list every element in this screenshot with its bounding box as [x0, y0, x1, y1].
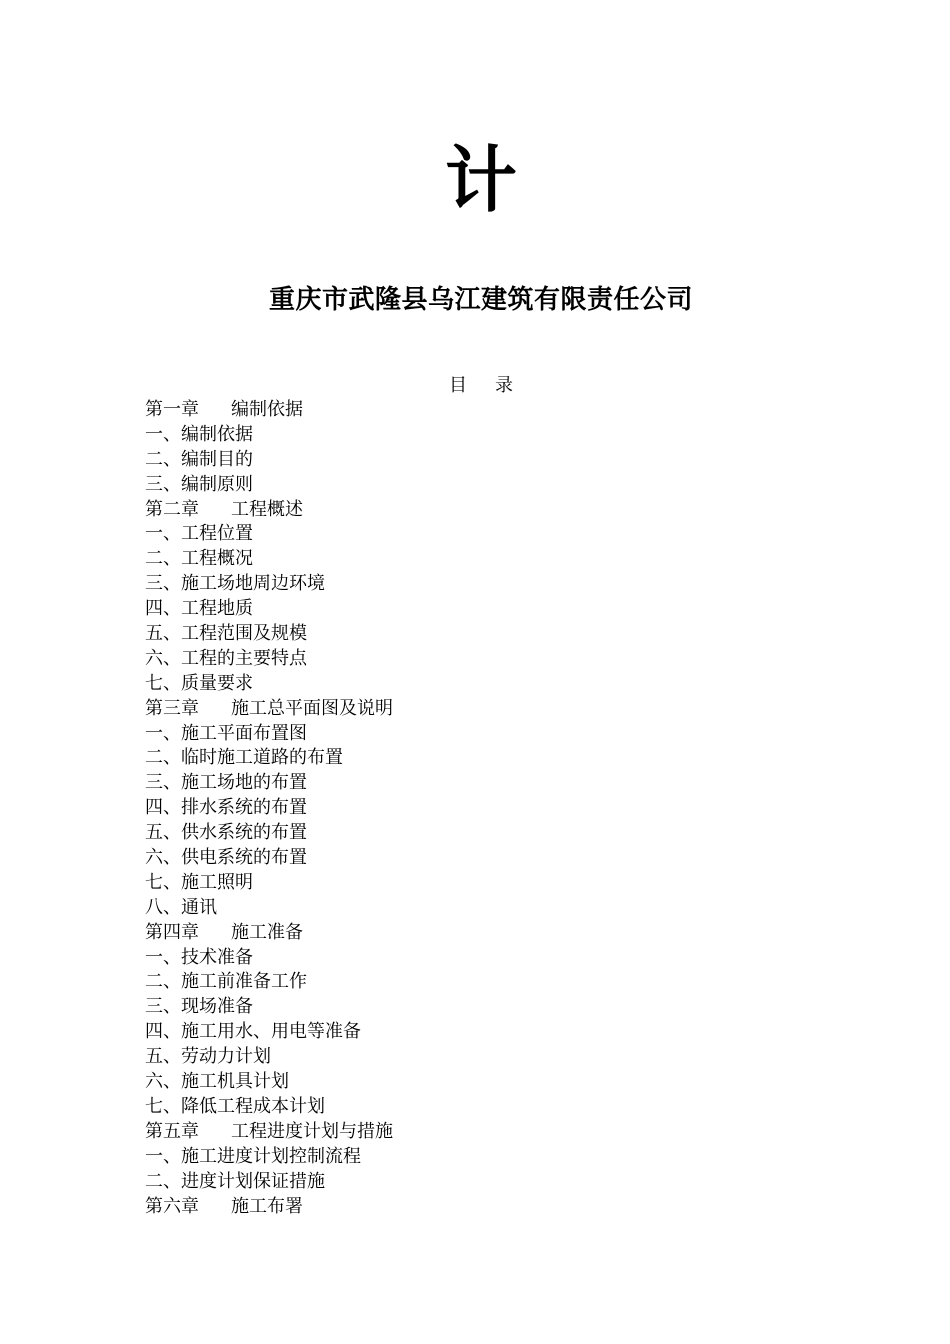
toc-entry-text: 施工准备	[231, 921, 303, 943]
document-title-char: 计	[444, 138, 517, 222]
toc-section-entry	[145, 448, 393, 473]
toc-entry-text: 一、工程位置	[145, 523, 253, 545]
toc-chapter-entry	[145, 697, 393, 722]
company-name: 重庆市武隆县乌江建筑有限责任公司	[268, 285, 693, 315]
toc-section-entry	[145, 1170, 393, 1195]
toc-section-entry	[145, 672, 393, 697]
toc-entry-text: 二、施工前准备工作	[145, 971, 307, 993]
toc-chapter-number: 第一章	[145, 399, 199, 420]
toc-chapter-number: 第五章	[145, 1120, 199, 1142]
toc-section-entry	[145, 995, 393, 1020]
toc-entry-text: 三、施工场地周边环境	[145, 573, 325, 595]
toc-heading-right: 录	[495, 375, 513, 396]
toc-section-entry	[145, 722, 393, 747]
toc-entry-text: 三、现场准备	[145, 996, 253, 1018]
toc-entry-text: 六、供电系统的布置	[145, 847, 307, 869]
toc-section-entry	[145, 896, 393, 921]
toc-entry-text: 八、通讯	[145, 896, 217, 918]
toc-entry-text: 六、施工机具计划	[145, 1071, 289, 1093]
toc-section-entry	[145, 647, 393, 672]
toc-entry-text: 七、降低工程成本计划	[145, 1095, 325, 1117]
table-of-contents	[145, 398, 393, 1219]
toc-entry-text: 一、施工进度计划控制流程	[145, 1145, 361, 1167]
toc-chapter-number: 第六章	[145, 1195, 199, 1217]
toc-entry-text: 五、工程范围及规模	[145, 623, 307, 645]
toc-section-entry	[145, 946, 393, 971]
toc-entry-text: 七、施工照明	[145, 871, 253, 893]
toc-entry-text: 施工总平面图及说明	[231, 697, 393, 719]
toc-entry-text: 工程进度计划与措施	[231, 1120, 393, 1142]
toc-section-entry	[145, 746, 393, 771]
toc-entry-text: 二、进度计划保证措施	[145, 1170, 325, 1192]
toc-entry-text: 编制依据	[231, 399, 303, 420]
toc-entry-text: 施工布署	[231, 1195, 303, 1217]
toc-entry-text: 五、供水系统的布置	[145, 822, 307, 844]
toc-section-entry	[145, 597, 393, 622]
toc-chapter-entry	[145, 398, 393, 423]
toc-entry-text: 六、工程的主要特点	[145, 647, 307, 669]
toc-chapter-entry	[145, 1120, 393, 1145]
toc-entry-text: 七、质量要求	[145, 672, 253, 694]
toc-section-entry	[145, 1145, 393, 1170]
toc-entry-text: 四、施工用水、用电等准备	[145, 1021, 361, 1043]
toc-section-entry	[145, 423, 393, 448]
toc-entry-text: 二、工程概况	[145, 548, 253, 570]
toc-section-entry	[145, 970, 393, 995]
toc-section-entry	[145, 622, 393, 647]
toc-section-entry	[145, 821, 393, 846]
toc-section-entry	[145, 1020, 393, 1045]
toc-section-entry	[145, 871, 393, 896]
toc-heading	[0, 373, 950, 399]
toc-section-entry	[145, 572, 393, 597]
toc-section-entry	[145, 1045, 393, 1070]
toc-entry-text: 三、编制原则	[145, 473, 253, 495]
toc-section-entry	[145, 1070, 393, 1095]
toc-section-entry	[145, 522, 393, 547]
toc-chapter-entry	[145, 921, 393, 946]
toc-heading-left: 目	[449, 375, 467, 396]
toc-section-entry	[145, 1095, 393, 1120]
toc-section-entry	[145, 846, 393, 871]
toc-chapter-entry	[145, 498, 393, 523]
toc-entry-text: 二、临时施工道路的布置	[145, 747, 343, 769]
toc-section-entry	[145, 771, 393, 796]
toc-section-entry	[145, 796, 393, 821]
toc-chapter-number: 第四章	[145, 921, 199, 943]
toc-entry-text: 五、劳动力计划	[145, 1046, 271, 1068]
toc-entry-text: 四、工程地质	[145, 598, 253, 620]
toc-entry-text: 一、施工平面布置图	[145, 722, 307, 744]
toc-section-entry	[145, 473, 393, 498]
toc-chapter-entry	[145, 1195, 393, 1220]
toc-chapter-number: 第三章	[145, 697, 199, 719]
toc-entry-text: 一、技术准备	[145, 946, 253, 968]
toc-chapter-number: 第二章	[145, 498, 199, 520]
toc-entry-text: 一、编制依据	[145, 423, 253, 445]
toc-section-entry	[145, 547, 393, 572]
toc-entry-text: 四、排水系统的布置	[145, 797, 307, 819]
toc-entry-text: 工程概述	[231, 498, 303, 520]
toc-entry-text: 三、施工场地的布置	[145, 772, 307, 794]
toc-entry-text: 二、编制目的	[145, 448, 253, 470]
